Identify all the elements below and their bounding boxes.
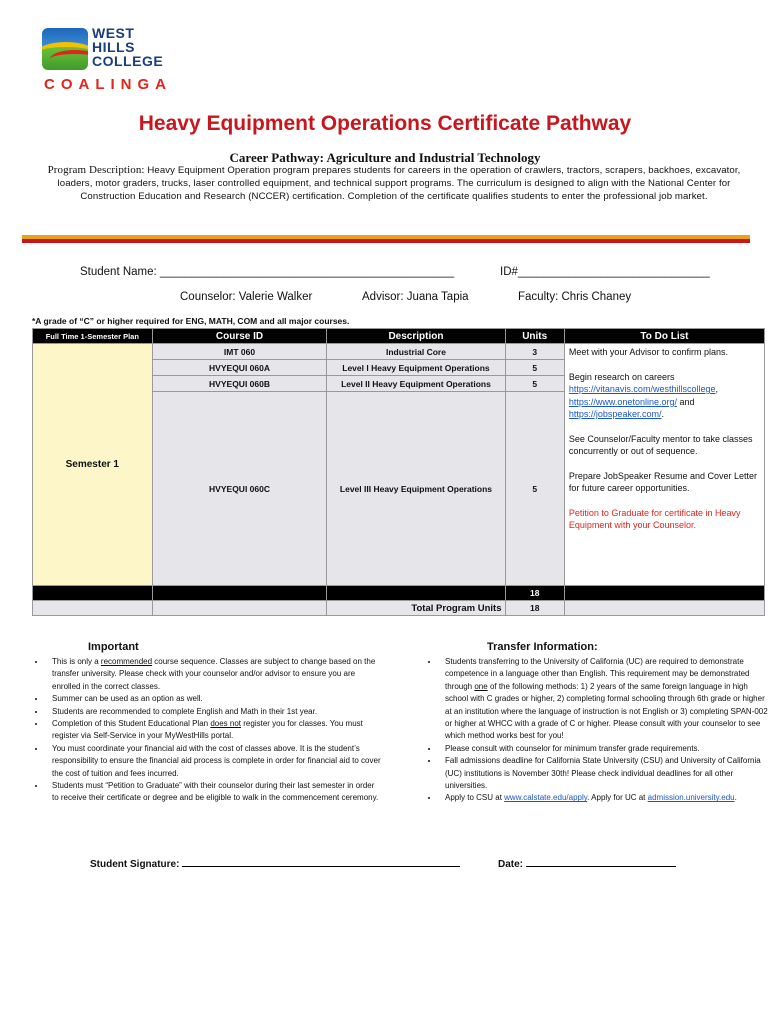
note-text: register you for classes. You must register via Self-Service in your MyWestHills portal. bbox=[52, 719, 363, 741]
student-id-field[interactable]: ID#______________________________ bbox=[500, 266, 710, 278]
course-id: HVYEQUI 060C bbox=[152, 392, 327, 586]
empty-cell bbox=[152, 586, 327, 601]
course-id: IMT 060 bbox=[152, 344, 327, 360]
todo-item-petition: Petition to Graduate for certificate in Heavy Equipment with your Counselor. bbox=[568, 507, 741, 530]
description-label: Program Description: bbox=[47, 164, 145, 176]
todo-and: and bbox=[676, 396, 695, 407]
course-units: 5 bbox=[505, 376, 564, 392]
course-desc: Level III Heavy Equipment Operations bbox=[327, 392, 505, 586]
table-row bbox=[33, 344, 765, 360]
important-heading: Important bbox=[88, 641, 139, 653]
course-units: 5 bbox=[505, 360, 564, 376]
page-title: Heavy Equipment Operations Certificate Pathway bbox=[138, 112, 632, 135]
semester-total-row bbox=[33, 586, 765, 601]
note-underline: recommended bbox=[100, 657, 153, 666]
calstate-apply-link[interactable]: www.calstate.edu/apply bbox=[504, 793, 588, 803]
note-text: . Apply for UC at bbox=[587, 793, 648, 803]
logo-text-hills: HILLS bbox=[92, 39, 135, 55]
header-units: Units bbox=[505, 329, 564, 344]
table-header-row bbox=[33, 329, 765, 344]
note-text: . bbox=[734, 793, 737, 803]
course-units: 5 bbox=[505, 392, 564, 586]
semester-label: Semester 1 bbox=[33, 344, 153, 586]
total-units-label: Total Program Units bbox=[327, 601, 505, 616]
program-total-row bbox=[33, 601, 765, 616]
logo-text-coalinga: COALINGA bbox=[44, 76, 172, 93]
faculty-name: Faculty: Chris Chaney bbox=[518, 291, 632, 303]
semester-units-total: 18 bbox=[505, 586, 564, 601]
student-name-field[interactable]: Student Name: ______________________________________________ bbox=[80, 266, 455, 278]
transfer-heading: Transfer Information: bbox=[487, 641, 598, 653]
empty-cell bbox=[564, 601, 764, 616]
course-id: HVYEQUI 060B bbox=[152, 376, 327, 392]
program-description bbox=[36, 164, 752, 203]
vitanavis-link[interactable]: https://vitanavis.com/westhillscollege bbox=[568, 384, 716, 394]
note-underline: one bbox=[474, 681, 488, 691]
note-text: This is only a bbox=[52, 657, 101, 666]
course-desc: Level II Heavy Equipment Operations bbox=[327, 376, 505, 392]
note-text: Students transferring to the University of California (UC) are required to demonstrate competence in a language other than English. This requirement may be demonstrated through bbox=[445, 657, 750, 691]
empty-cell bbox=[33, 601, 153, 616]
counselor-name: Counselor: Valerie Walker bbox=[180, 291, 313, 303]
list-item: • Please consult with counselor for minimum transfer grade requirements. bbox=[439, 743, 770, 755]
header-description: Description bbox=[327, 329, 505, 344]
date-block bbox=[498, 856, 676, 870]
divider-red bbox=[22, 239, 750, 243]
list-item bbox=[46, 656, 382, 693]
advisor-name: Advisor: Juana Tapia bbox=[362, 291, 469, 303]
important-list bbox=[30, 656, 382, 805]
college-logo bbox=[40, 24, 170, 96]
todo-text: Begin research on careers bbox=[568, 371, 675, 382]
header-course-id: Course ID bbox=[152, 329, 327, 344]
signature-line[interactable] bbox=[182, 856, 460, 867]
note-text: of the following methods: 1) 2 years of the same foreign language in high school with C grades or higher, 2) completing formal schooling through 6th grade or higher at an institution where the language of instruction is not English or 3) completing SPAN-002 or higher at WHCC with a grade of C or higher. Please consult with your counselor to see which method works best for you! bbox=[445, 681, 768, 741]
course-id: HVYEQUI 060A bbox=[152, 360, 327, 376]
date-line[interactable] bbox=[526, 856, 676, 867]
note-text: Apply to CSU at bbox=[445, 793, 505, 803]
course-desc: Level I Heavy Equipment Operations bbox=[327, 360, 505, 376]
program-units-total: 18 bbox=[505, 601, 564, 616]
course-units: 3 bbox=[505, 344, 564, 360]
list-item: • Students are recommended to complete English and Math in their 1st year. bbox=[46, 706, 382, 718]
list-item: • You must coordinate your financial aid with the cost of classes above. It is the student’s responsibility to ensure the financial aid process is complete in order for financial aid to cover the cost of tuition and fees incurred. bbox=[46, 743, 382, 780]
list-item bbox=[46, 718, 382, 743]
signature-block bbox=[90, 856, 460, 870]
logo-landscape-icon bbox=[42, 28, 88, 70]
list-item bbox=[439, 656, 770, 743]
todo-sep: , bbox=[715, 384, 718, 394]
list-item: • Fall admissions deadline for California State University (CSU) and University of California (UC) institutions is November 30th! Please check individual deadlines for all other universities. bbox=[439, 755, 770, 792]
todo-item bbox=[569, 371, 760, 421]
course-desc: Industrial Core bbox=[327, 344, 505, 360]
empty-cell bbox=[33, 586, 153, 601]
logo-text-west: WEST bbox=[92, 25, 135, 41]
note-text: course sequence. Classes are subject to change based on the transfer university. Please check with your counselor and/or advisor to ensure you are enrolled in the correct classes. bbox=[52, 657, 376, 691]
list-item bbox=[439, 792, 770, 804]
career-pathway: Career Pathway: Agriculture and Industrial Technology bbox=[229, 150, 541, 165]
jobspeaker-link[interactable]: https://jobspeaker.com/ bbox=[568, 409, 662, 419]
description-text: Heavy Equipment Operation program prepares students for careers in the operation of crawlers, tractors, scrapers, backhoes, excavator, loaders, motor graders, trucks, laser controlled equipment, and technical support programs. The curriculum is designed to align with the National Center for Construction Education and Research (NCCER) certification. Completion of the certificate qualifies students to enter the professional job market. bbox=[57, 165, 741, 202]
course-plan-table bbox=[32, 328, 765, 616]
onetonline-link[interactable]: https://www.onetonline.org/ bbox=[568, 396, 677, 407]
empty-cell bbox=[564, 586, 764, 601]
uc-admission-link[interactable]: admission.university.edu bbox=[647, 793, 735, 803]
logo-text-college: COLLEGE bbox=[92, 53, 164, 69]
header-todo: To Do List bbox=[564, 329, 764, 344]
list-item: • Summer can be used as an option as well. bbox=[46, 693, 382, 705]
transfer-list bbox=[423, 656, 770, 805]
empty-cell bbox=[327, 586, 505, 601]
header-plan: Full Time 1-Semester Plan bbox=[33, 329, 153, 344]
todo-item: Meet with your Advisor to confirm plans. bbox=[568, 347, 728, 357]
empty-cell bbox=[152, 601, 327, 616]
todo-end: . bbox=[661, 409, 664, 419]
grade-requirement-note: *A grade of “C” or higher required for ENG, MATH, COM and all major courses. bbox=[32, 316, 350, 326]
date-label: Date: bbox=[498, 859, 524, 870]
list-item: • Students must “Petition to Graduate” with their counselor during their last semester in order to receive their certificate or degree and be eligible to walk in the commencement ceremony. bbox=[46, 780, 382, 805]
signature-label: Student Signature: bbox=[90, 859, 180, 870]
todo-item: Prepare JobSpeaker Resume and Cover Letter for future career opportunities. bbox=[568, 470, 758, 493]
note-underline: does not bbox=[210, 719, 242, 729]
note-text: Completion of this Student Educational Plan bbox=[52, 719, 211, 729]
todo-item: See Counselor/Faculty mentor to take classes concurrently or out of sequence. bbox=[568, 433, 753, 456]
todo-list bbox=[564, 344, 764, 586]
